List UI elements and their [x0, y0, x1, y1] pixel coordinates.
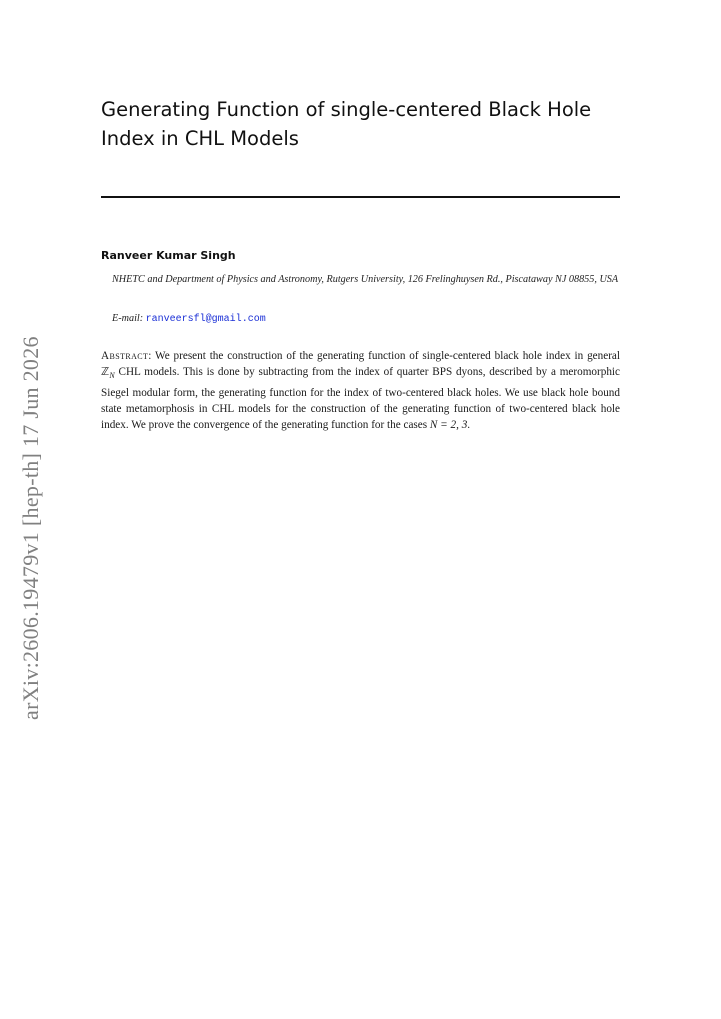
title-line-2: Index in CHL Models	[101, 127, 299, 150]
abstract-text-2: CHL models. This is done by subtracting from the index of quarter BPS dyons, described by a meromorphic Siegel modular form, the generating function for the index of two-centered black holes. We use black hole bound state metamorphosis in CHL models for the construction of the generating function of two-centered black hole index. We prove the convergence of the generating function for the cases	[101, 366, 620, 432]
email-link[interactable]: ranveersfl@gmail.com	[145, 314, 266, 325]
title-line-1: Generating Function of single-centered Black Hole	[101, 98, 592, 121]
abstract-zn: ℤ	[101, 366, 110, 379]
abstract	[101, 348, 620, 433]
paper-title	[101, 95, 641, 153]
abstract-zn-sub: N	[109, 371, 115, 381]
arxiv-side-stamp: arXiv:2606.19479v1 [hep-th] 17 Jun 2026	[18, 336, 43, 720]
abstract-end: .	[467, 419, 471, 432]
abstract-text-1: We present the construction of the generating function of single-centered black hole index in general	[151, 350, 620, 362]
author-affiliation: NHETC and Department of Physics and Astronomy, Rutgers University, 126 Frelinghuysen Rd., Piscataway NJ 08855, USA	[112, 274, 619, 285]
abstract-cases: N = 2, 3	[429, 419, 468, 432]
email-label: E-mail:	[112, 313, 144, 324]
author-name: Ranveer Kumar Singh	[101, 249, 236, 262]
abstract-heading-sep: :	[148, 350, 152, 362]
title-rule	[101, 196, 620, 198]
author-email	[112, 313, 266, 325]
abstract-zn-symbol	[101, 366, 115, 381]
abstract-heading: Abstract	[101, 350, 149, 362]
